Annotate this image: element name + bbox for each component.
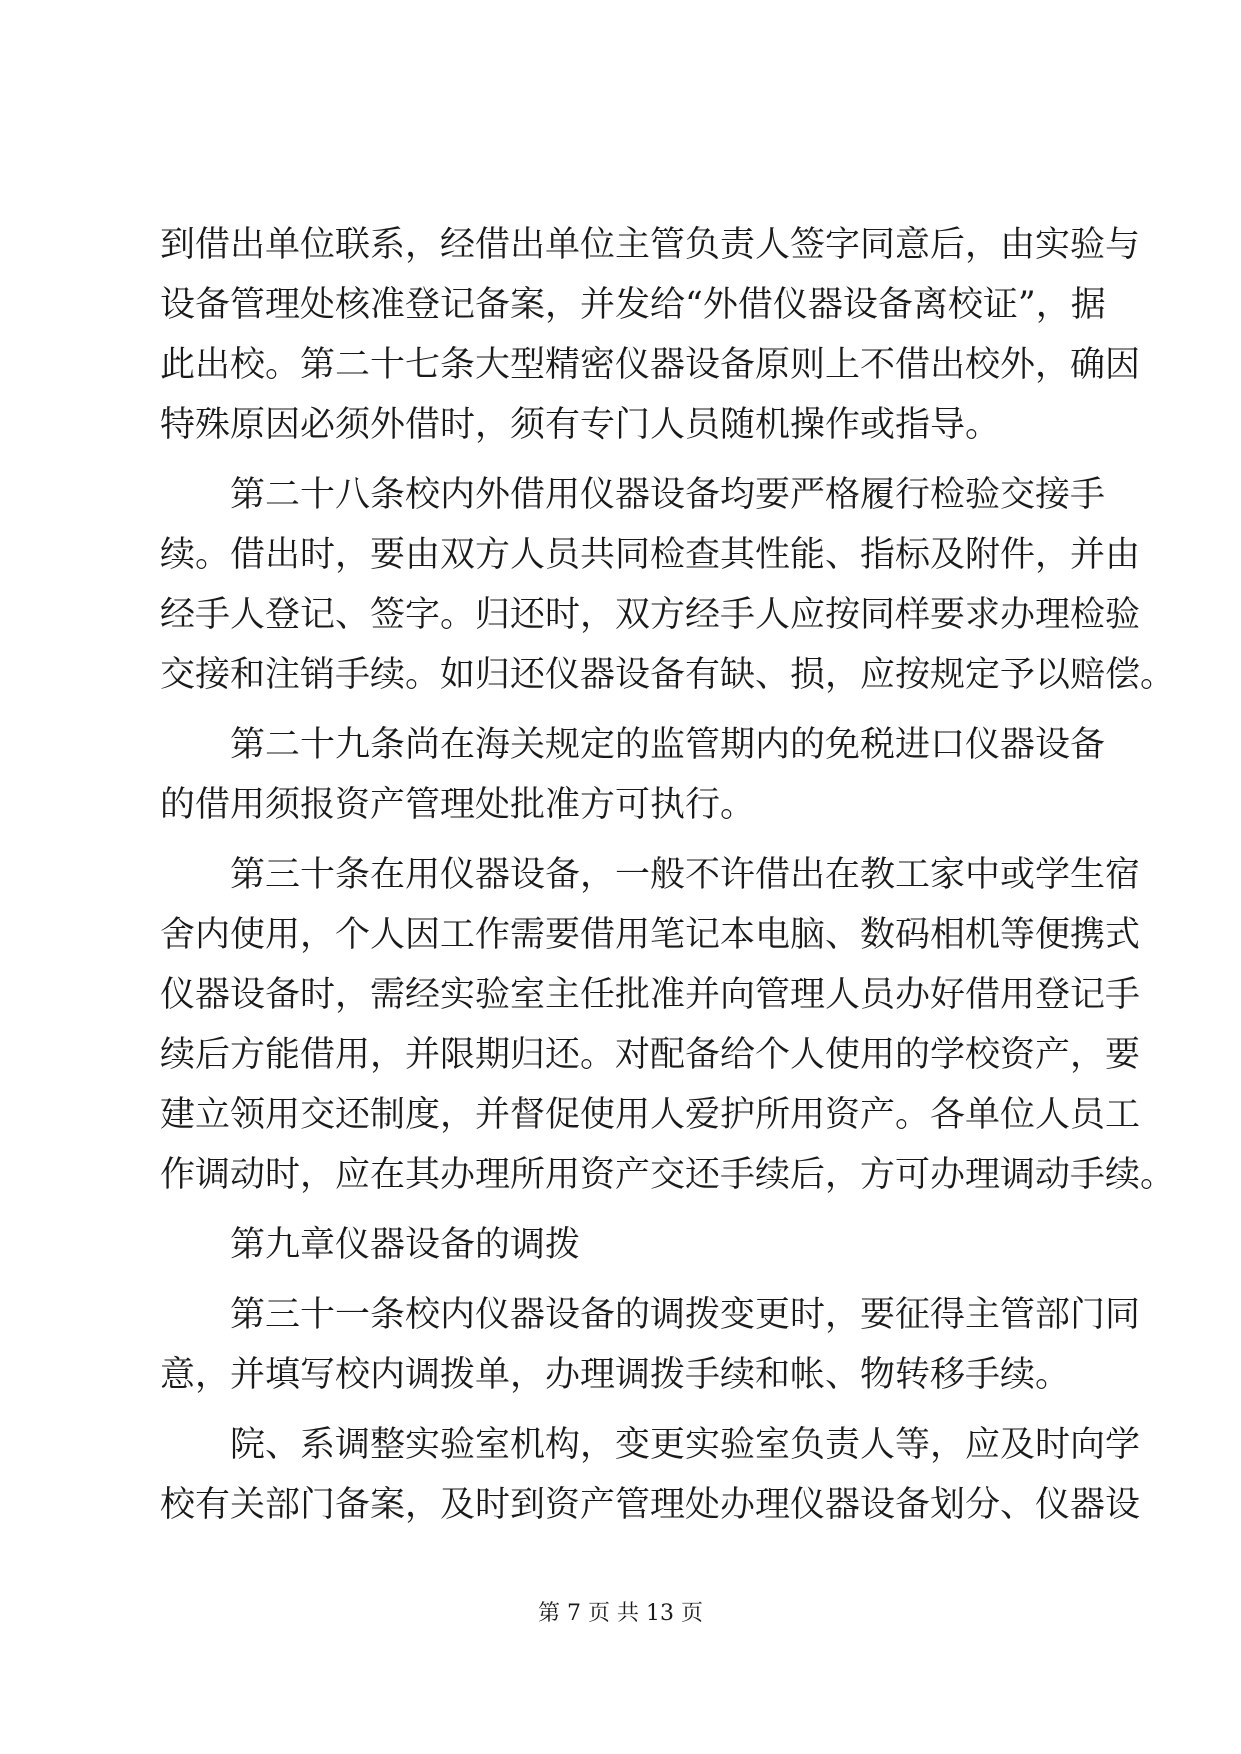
text-line: 仪器设备时，需经实验室主任批准并向管理人员办好借用登记手 — [160, 975, 1141, 1015]
text-line: 特殊原因必须外借时，须有专门人员随机操作或指导。 — [160, 405, 1001, 445]
text-line: 此出校。第二十七条大型精密仪器设备原则上不借出校外，确因 — [160, 345, 1141, 385]
text-line: 续。借出时，要由双方人员共同检查其性能、指标及附件，并由 — [160, 535, 1141, 575]
text-line: 交接和注销手续。如归还仪器设备有缺、损，应按规定予以赔偿。 — [160, 655, 1176, 695]
paragraph-first-line: 第三十一条校内仪器设备的调拨变更时，要征得主管部门同 — [230, 1295, 1141, 1335]
text-line: 作调动时，应在其办理所用资产交还手续后，方可办理调动手续。 — [160, 1155, 1176, 1195]
paragraph-first-line: 第二十八条校内外借用仪器设备均要严格履行检验交接手 — [230, 475, 1106, 515]
text-line: 校有关部门备案，及时到资产管理处办理仪器设备划分、仪器设 — [160, 1485, 1141, 1525]
text-line: 续后方能借用，并限期归还。对配备给个人使用的学校资产，要 — [160, 1035, 1141, 1075]
text-line: 经手人登记、签字。归还时，双方经手人应按同样要求办理检验 — [160, 595, 1141, 635]
text-line: 舍内使用，个人因工作需要借用笔记本电脑、数码相机等便携式 — [160, 915, 1141, 955]
text-line: 的借用须报资产管理处批准方可执行。 — [160, 785, 756, 825]
text-line: 到借出单位联系，经借出单位主管负责人签字同意后，由实验与 — [160, 225, 1141, 265]
text-line: 设备管理处核准登记备案，并发给“外借仪器设备离校证”，据 — [160, 285, 1106, 325]
paragraph-first-line: 院、系调整实验室机构，变更实验室负责人等，应及时向学 — [230, 1425, 1141, 1465]
paragraph-first-line: 第二十九条尚在海关规定的监管期内的免税进口仪器设备 — [230, 725, 1106, 765]
text-line: 建立领用交还制度，并督促使用人爱护所用资产。各单位人员工 — [160, 1095, 1141, 1135]
paragraph-first-line: 第三十条在用仪器设备，一般不许借出在教工家中或学生宿 — [230, 855, 1141, 895]
page-number-footer: 第 7 页 共 13 页 — [538, 1601, 703, 1626]
chapter-heading: 第九章仪器设备的调拨 — [230, 1225, 581, 1265]
text-line: 意，并填写校内调拨单，办理调拨手续和帐、物转移手续。 — [160, 1355, 1071, 1395]
